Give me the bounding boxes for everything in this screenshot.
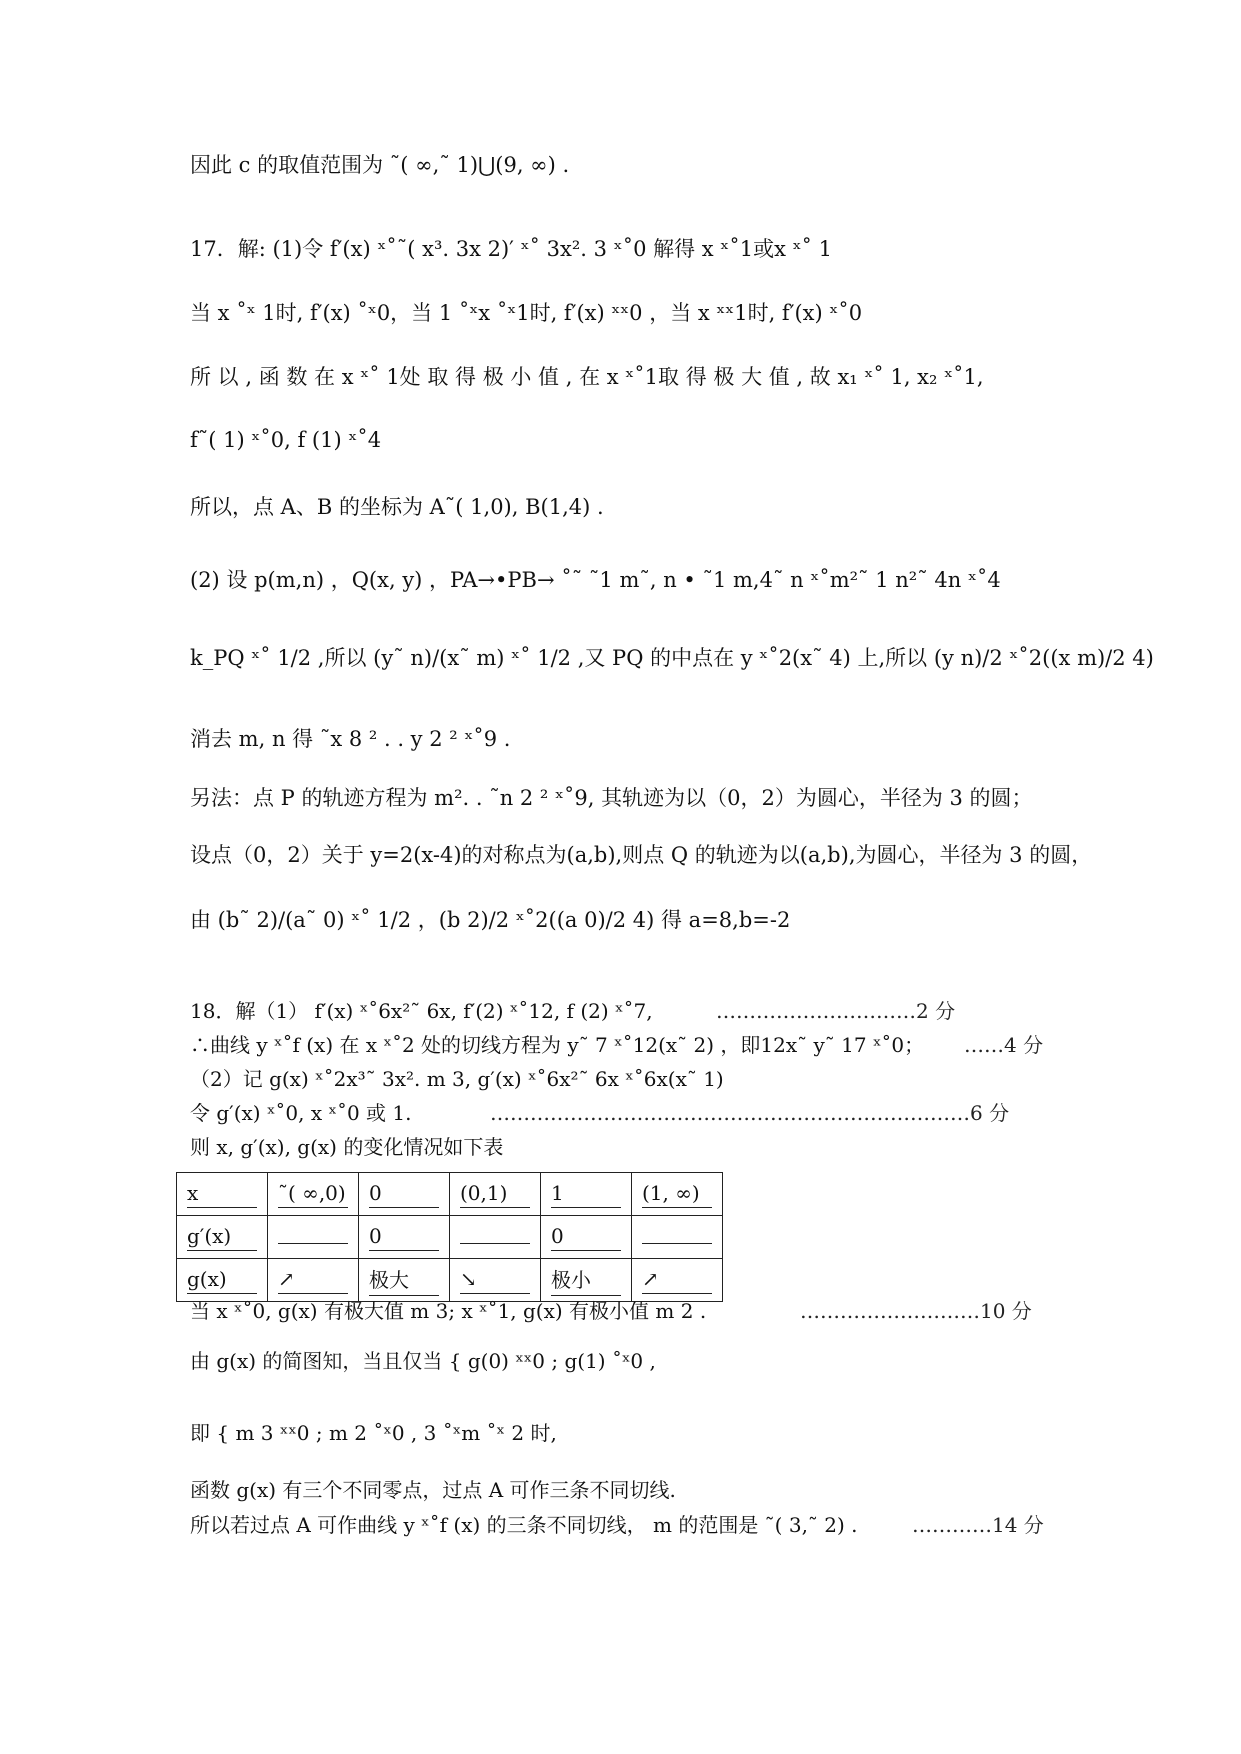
table-cell: ↗ xyxy=(268,1259,359,1302)
table-row xyxy=(177,1216,723,1259)
table-row xyxy=(177,1173,723,1216)
table-cell: 极大 xyxy=(359,1259,450,1302)
text-line: 所以，点 A、B 的坐标为 A˜( 1,0), B(1,4) . xyxy=(190,495,604,519)
text-line: 设点（0，2）关于 y=2(x-4)的对称点为(a,b),则点 Q 的轨迹为以(a,b),为圆心，半径为 3 的圆， xyxy=(190,843,1093,867)
text-line: 另法：点 P 的轨迹方程为 m². . ˜n 2 ² ˣ˚9, 其轨迹为以（0，2）为圆心，半径为 3 的圆； xyxy=(190,786,1033,810)
table-cell: g(x) xyxy=(177,1259,268,1302)
text-line: 消去 m, n 得 ˜x 8 ² . . y 2 ² ˣ˚9 . xyxy=(190,727,511,751)
text-line: k_PQ ˣ˚ 1/2 ,所以 (y˜ n)/(x˜ m) ˣ˚ 1/2 ,又 PQ 的中点在 y ˣ˚2(x˜ 4) 上,所以 (y n)/2 ˣ˚2((x m)/2 4) xyxy=(190,646,1154,670)
table-cell: ˜( ∞,0) xyxy=(268,1173,359,1216)
text-line: 则 x, g′(x), g(x) 的变化情况如下表 xyxy=(190,1135,504,1159)
table-cell xyxy=(450,1216,541,1259)
text-line: 所 以 , 函 数 在 x ˣ˚ 1处 取 得 极 小 值 , 在 x ˣ˚1取 得 极 大 值 , 故 x₁ ˣ˚ 1, x₂ ˣ˚1, xyxy=(190,365,984,389)
text-line: 令 g′(x) ˣ˚0, x ˣ˚0 或 1. xyxy=(190,1101,412,1125)
table-cell: 0 xyxy=(541,1216,632,1259)
score-mark: ………………………………………………………………6 分 xyxy=(490,1101,1010,1125)
text-line: 由 g(x) 的简图知，当且仅当 { g(0) ˣˣ0 ; g(1) ˚ˣ0 , xyxy=(190,1349,656,1373)
text-line: ∴曲线 y ˣ˚f (x) 在 x ˣ˚2 处的切线方程为 y˜ 7 ˣ˚12(x˜ 2) ，即12x˜ y˜ 17 ˣ˚0； xyxy=(190,1033,925,1057)
table-cell: 0 xyxy=(359,1173,450,1216)
variation-table xyxy=(176,1172,723,1302)
text-line: 17．解: (1)令 f′(x) ˣ˚˜( x³. 3x 2)′ ˣ˚ 3x². 3 ˣ˚0 解得 x ˣ˚1或x ˣ˚ 1 xyxy=(190,237,833,261)
text-line: （2）记 g(x) ˣ˚2x³˜ 3x². m 3, g′(x) ˣ˚6x²˜ 6x ˣ˚6x(x˜ 1) xyxy=(190,1067,724,1091)
score-mark: …………………………2 分 xyxy=(716,999,956,1023)
score-mark: …………14 分 xyxy=(912,1513,1044,1537)
score-mark: ……4 分 xyxy=(964,1033,1044,1057)
table-cell: 1 xyxy=(541,1173,632,1216)
table-cell xyxy=(268,1216,359,1259)
table-cell: (1, ∞) xyxy=(632,1173,723,1216)
text-line: 18．解（1） f′(x) ˣ˚6x²˜ 6x, f′(2) ˣ˚12, f (2) ˣ˚7, xyxy=(190,999,653,1023)
table-cell: x xyxy=(177,1173,268,1216)
text-line: 由 (b˜ 2)/(a˜ 0) ˣ˚ 1/2 ，(b 2)/2 ˣ˚2((a 0)/2 4) 得 a=8,b=-2 xyxy=(190,908,791,932)
score-mark: ………………………10 分 xyxy=(800,1299,1032,1323)
text-line: f˜( 1) ˣ˚0, f (1) ˣ˚4 xyxy=(190,428,382,452)
text-line: 当 x ˣ˚0, g(x) 有极大值 m 3; x ˣ˚1, g(x) 有极小值 m 2 . xyxy=(190,1299,707,1323)
text-line: 所以若过点 A 可作曲线 y ˣ˚f (x) 的三条不同切线， m 的范围是 ˜( 3,˜ 2) . xyxy=(190,1513,858,1537)
table-cell: ↘ xyxy=(450,1259,541,1302)
text-line: 当 x ˚ˣ 1时, f′(x) ˚ˣ0，当 1 ˚ˣx ˚ˣ1时, f′(x) ˣˣ0 ，当 x ˣˣ1时, f′(x) ˣ˚0 xyxy=(190,301,863,325)
table-cell: (0,1) xyxy=(450,1173,541,1216)
table-cell: g′(x) xyxy=(177,1216,268,1259)
text-line: (2) 设 p(m,n) ，Q(x, y) ，PA→•PB→ ˚˜ ˜1 m˜, n • ˜1 m,4˜ n ˣ˚m²˜ 1 n²˜ 4n ˣ˚4 xyxy=(190,568,1001,592)
table-cell: ↗ xyxy=(632,1259,723,1302)
table-cell xyxy=(632,1216,723,1259)
text-line: 即 { m 3 ˣˣ0 ; m 2 ˚ˣ0 , 3 ˚ˣm ˚ˣ 2 时, xyxy=(190,1421,557,1445)
text-line: 函数 g(x) 有三个不同零点，过点 A 可作三条不同切线. xyxy=(190,1478,676,1502)
table-cell: 0 xyxy=(359,1216,450,1259)
table-cell: 极小 xyxy=(541,1259,632,1302)
text-line: 因此 c 的取值范围为 ˜( ∞,˜ 1)⋃(9, ∞) . xyxy=(190,153,570,177)
